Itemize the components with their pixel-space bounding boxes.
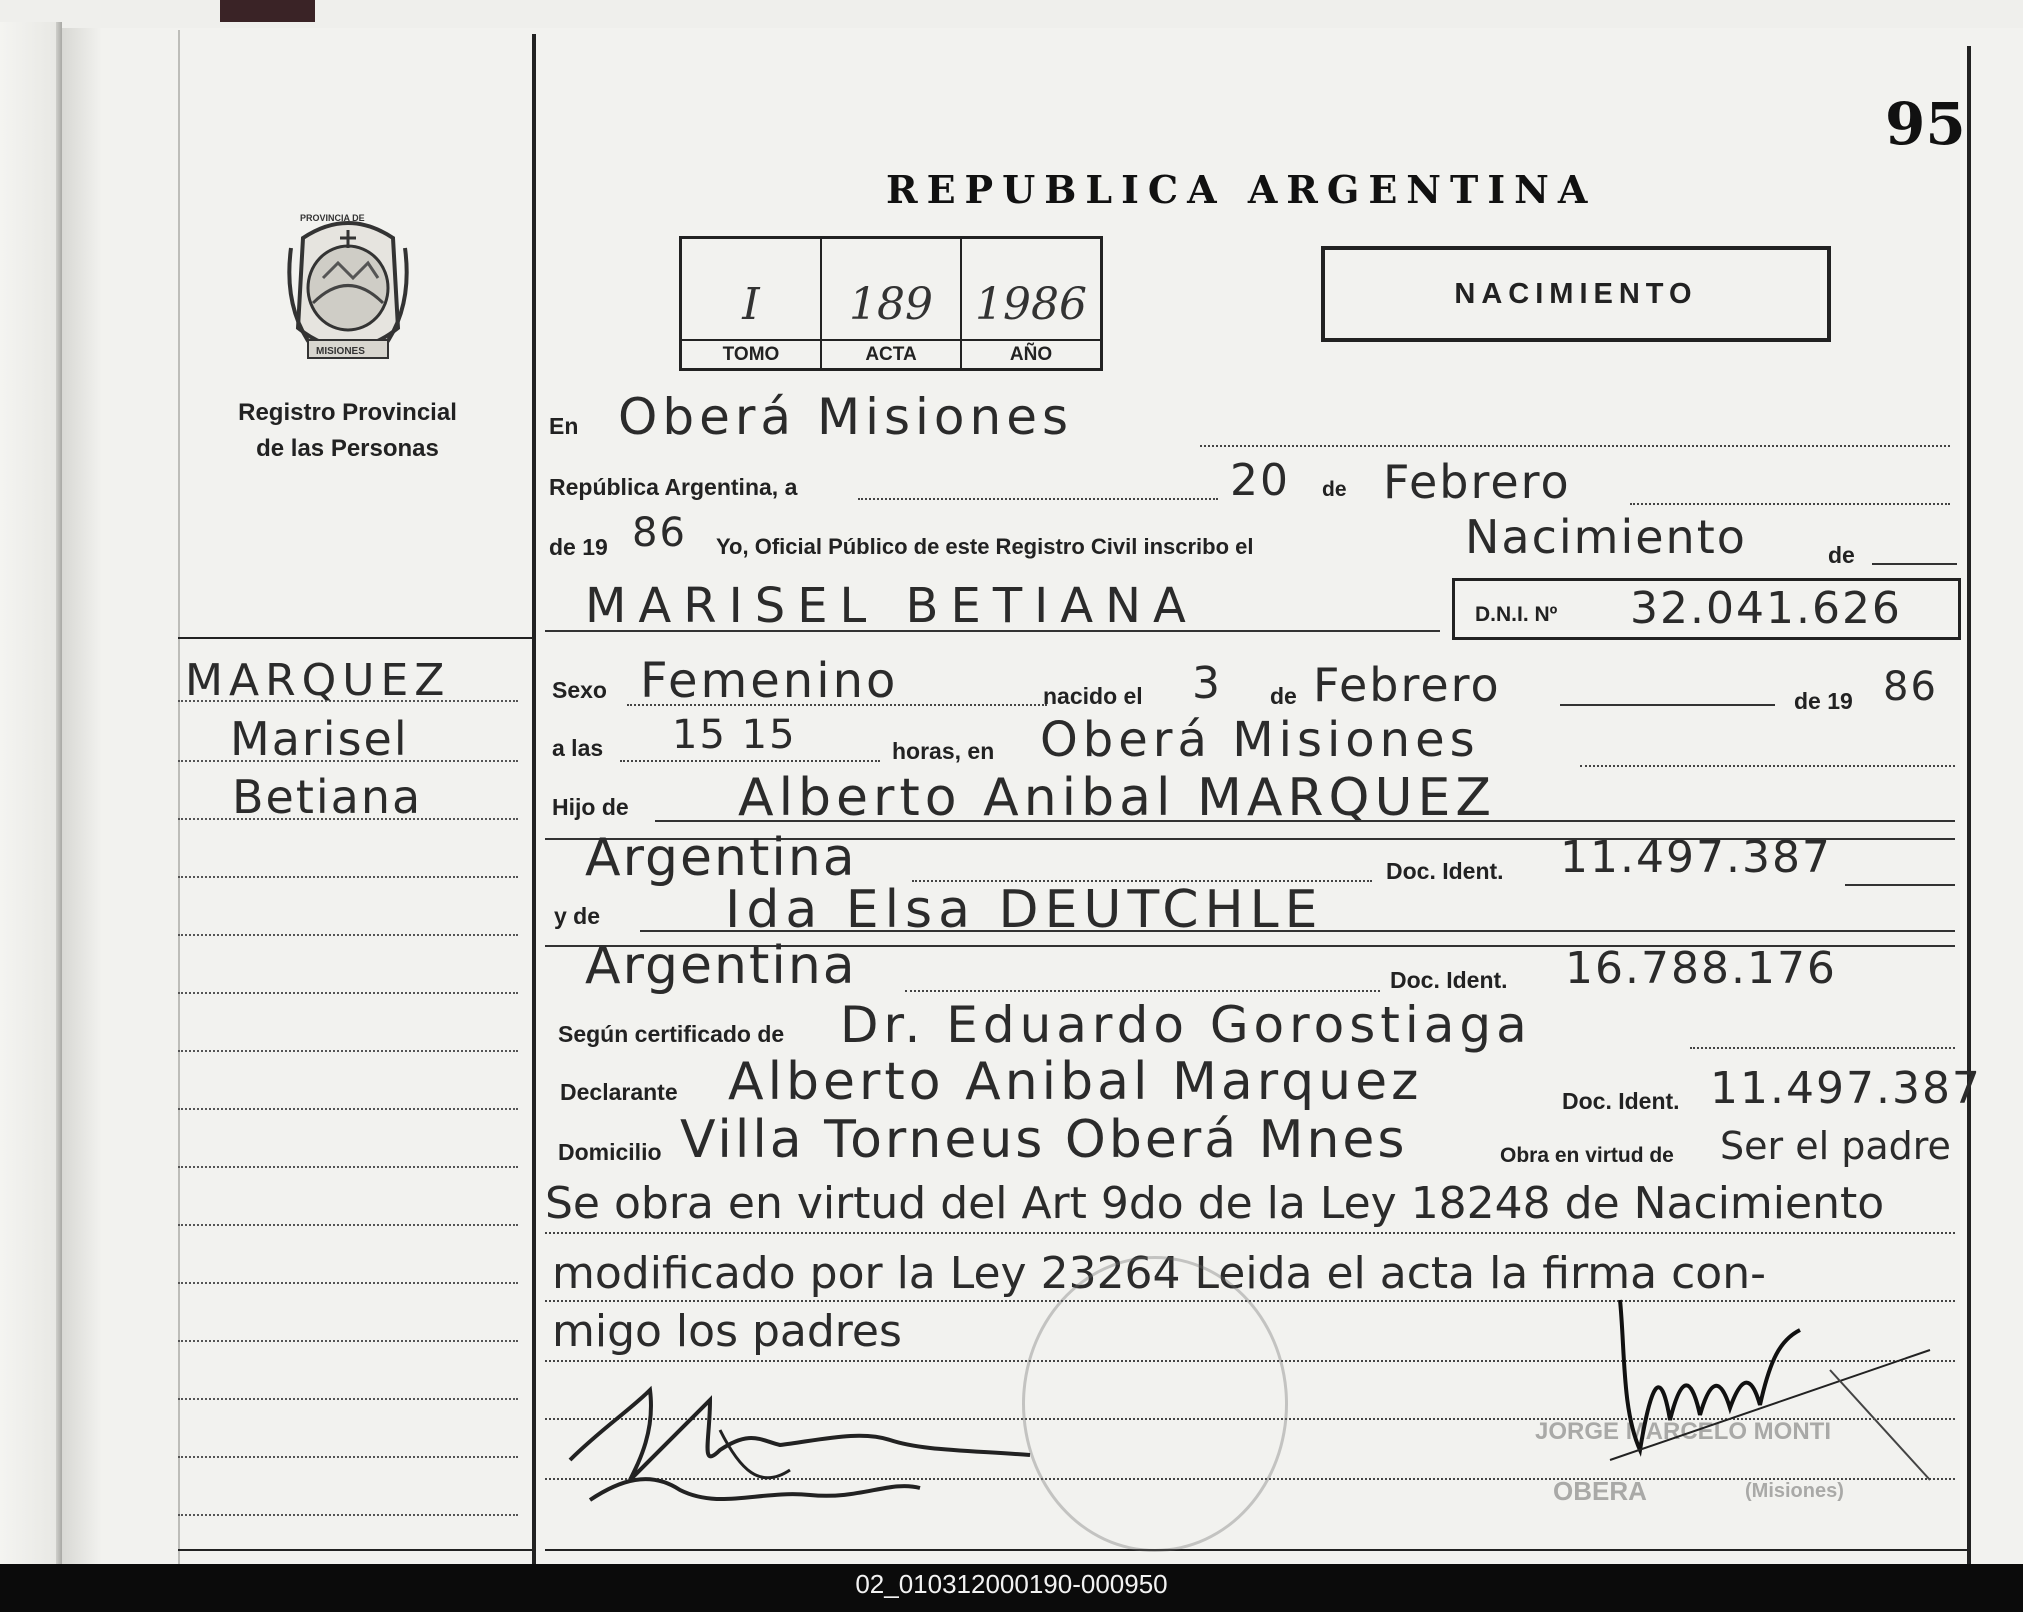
value-birth-year: 86 [1883,664,1938,710]
value-father-nationality: Argentina [585,828,857,888]
label-doc-ident-2: Doc. Ident. [1390,967,1508,993]
label-hijo-de: Hijo de [552,794,629,820]
label-sexo: Sexo [552,677,607,703]
tomo-value: I [742,279,760,330]
country-title: REPUBLICA ARGENTINA [886,167,1597,212]
label-de-1: de [1322,478,1347,501]
value-sex: Femenino [640,653,899,709]
label-de-3: de [1270,683,1297,709]
margin-second-name: Betiana [232,770,423,824]
tomo-cell [682,239,822,368]
value-mother-name: Ida Elsa DEUTCHLE [725,880,1324,940]
value-dni: 32.041.626 [1630,583,1902,634]
value-declarant-doc: 11.497.387 [1710,1063,1982,1114]
page-number: 95 [1885,90,1966,158]
bottom-rule [545,1549,1967,1551]
anio-value: 1986 [975,279,1087,330]
value-birth-day: 3 [1192,658,1222,709]
value-father-doc: 11.497.387 [1560,832,1832,883]
left-page-edge [0,22,62,1564]
label-horas-en: horas, en [892,738,995,764]
label-yo-oficial: Yo, Oficial Público de este Registro Civil inscribo el [716,534,1254,559]
stamp-province: (Misiones) [1745,1480,1844,1502]
bottom-rule-left [178,1549,534,1551]
value-obra: Ser el padre [1720,1124,1951,1168]
right-border [1967,46,1971,1564]
official-signature-icon [1600,1290,1960,1490]
anio-cell [962,239,1100,368]
value-address: Villa Torneus Oberá Mnes [680,1110,1408,1170]
label-dni: D.N.I. Nº [1475,603,1558,626]
label-doc-ident-3: Doc. Ident. [1562,1088,1680,1114]
acta-cell [822,239,962,368]
margin-first-name: Marisel [230,712,409,766]
label-republica-a: República Argentina, a [549,474,798,500]
label-a-las: a las [552,735,604,761]
value-mother-nationality: Argentina [585,936,857,996]
value-reg-year: 86 [632,510,687,556]
label-doc-ident-1: Doc. Ident. [1386,858,1504,884]
acta-value: 189 [849,279,933,330]
label-de-2: de [1828,542,1855,568]
value-place: Oberá Misiones [618,388,1074,446]
value-mother-doc: 16.788.176 [1565,943,1837,994]
seal-bottom-text: MISIONES [316,346,365,357]
notes-line-2: modificado por la Ley 23264 Leida el acta la firma con- [552,1248,1766,1299]
label-de-19b: de 19 [1794,688,1853,714]
notes-line-1: Se obra en virtud del Art 9do de la Ley 18248 de Nacimiento [545,1178,1885,1229]
registry-name-line2: de las Personas [256,435,439,462]
stamp-official-name: JORGE MARCELO MONTI [1535,1418,1832,1445]
parents-signature-icon [560,1370,1080,1520]
seal-top-text: PROVINCIA DE [300,213,365,223]
stamp-city: OBERA [1553,1476,1647,1506]
value-certificate-by: Dr. Eduardo Gorostiaga [840,996,1532,1054]
label-nacido-el: nacido el [1043,683,1143,709]
book-cover-edge [220,0,315,22]
label-de-19: de 19 [549,534,608,560]
registry-name-line1: Registro Provincial [238,399,457,426]
registry-name [210,395,485,467]
label-domicilio: Domicilio [558,1139,662,1165]
tomo-label: TOMO [682,339,820,366]
scan-filename: 02_010312000190-000950 [0,1564,2023,1612]
margin-guide [178,30,180,1564]
value-person-name: MARISEL BETIANA [585,578,1198,634]
acta-label: ACTA [822,339,960,366]
left-column-rule [178,637,534,639]
value-father-name: Alberto Anibal MARQUEZ [738,768,1496,828]
label-en: En [549,413,579,439]
value-act-type: Nacimiento [1465,510,1747,564]
column-divider [532,34,536,1564]
margin-surname: MARQUEZ [185,655,451,706]
book-reference-box [679,236,1103,371]
anio-label: AÑO [962,339,1100,366]
label-y-de: y de [554,903,601,929]
value-reg-month: Febrero [1383,455,1571,509]
record-type-box: NACIMIENTO [1321,246,1831,342]
value-declarant: Alberto Anibal Marquez [728,1052,1423,1112]
label-segun-certificado: Según certificado de [558,1021,785,1047]
provincial-seal-icon [283,208,413,368]
value-reg-day: 20 [1230,455,1290,506]
dni-box [1452,578,1961,640]
label-obra-en-virtud: Obra en virtud de [1500,1144,1674,1167]
value-birth-month: Febrero [1313,658,1501,712]
label-declarante: Declarante [560,1079,678,1105]
value-birth-time: 15 15 [672,712,797,758]
notes-line-3: migo los padres [552,1306,902,1357]
value-birth-place: Oberá Misiones [1040,712,1480,768]
